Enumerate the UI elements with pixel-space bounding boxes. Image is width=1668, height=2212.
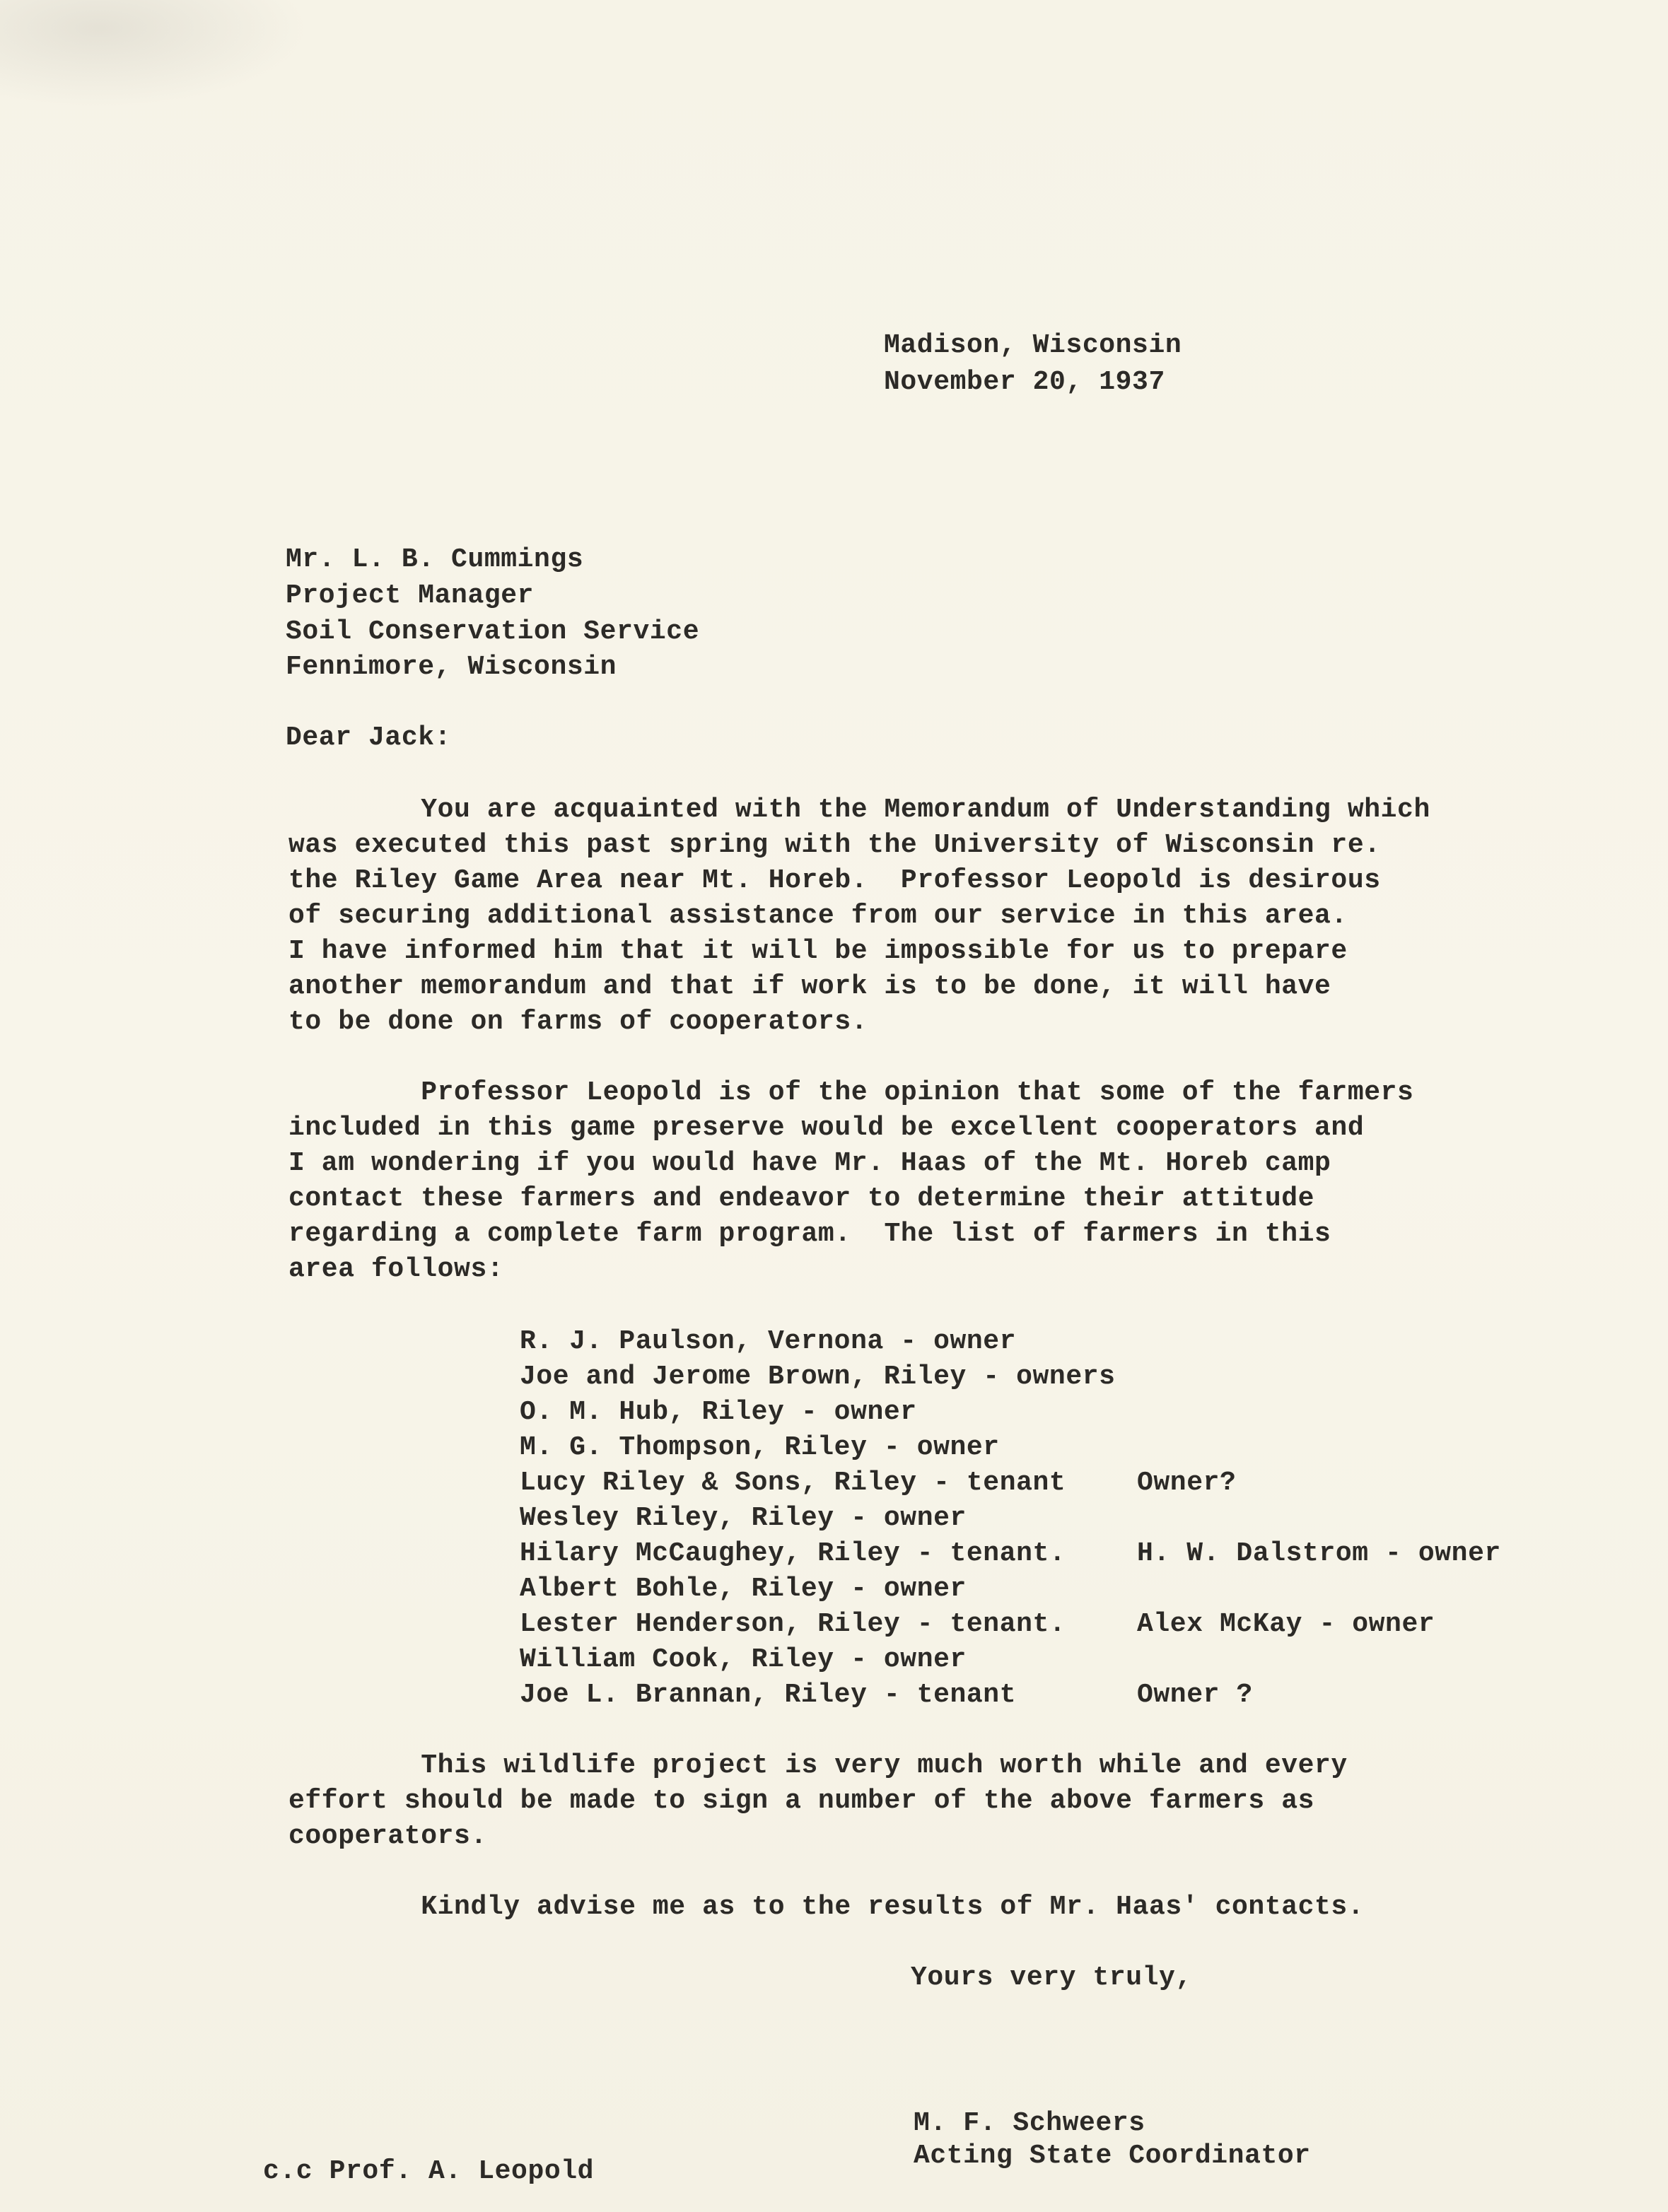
farmer-owner-note: Alex McKay - owner [1137, 1609, 1435, 1639]
para2-line: Professor Leopold is of the opinion that some of the farmers [288, 1077, 1414, 1108]
farmer-owner-note: Owner ? [1137, 1680, 1253, 1710]
para3-line: This wildlife project is very much worth while and every [288, 1750, 1348, 1781]
recipient-location: Fennimore, Wisconsin [286, 652, 617, 682]
farmer-entry: Lucy Riley & Sons, Riley - tenant [520, 1468, 1066, 1498]
para1-line: I have informed him that it will be impossible for us to prepare [288, 936, 1348, 966]
para3-line: effort should be made to sign a number of the above farmers as [288, 1786, 1315, 1816]
para2-line: included in this game preserve would be excellent cooperators and [288, 1113, 1365, 1143]
para1-line: to be done on farms of cooperators. [288, 1007, 868, 1037]
farmer-entry: Lester Henderson, Riley - tenant. [520, 1609, 1066, 1639]
para1-line: You are acquainted with the Memorandum of Understanding which [288, 795, 1430, 825]
farmer-owner-note: H. W. Dalstrom - owner [1137, 1538, 1501, 1569]
para2-line: I am wondering if you would have Mr. Haas of the Mt. Horeb camp [288, 1148, 1331, 1178]
farmer-entry: Wesley Riley, Riley - owner [520, 1503, 967, 1533]
farmer-entry: M. G. Thompson, Riley - owner [520, 1432, 1000, 1463]
farmer-entry: Albert Bohle, Riley - owner [520, 1574, 967, 1604]
farmer-entry: Joe and Jerome Brown, Riley - owners [520, 1362, 1116, 1392]
para2-line: regarding a complete farm program. The list of farmers in this [288, 1219, 1331, 1249]
farmer-owner-note: Owner? [1137, 1468, 1237, 1498]
recipient-org: Soil Conservation Service [286, 616, 700, 647]
para4-line: Kindly advise me as to the results of Mr. Haas' contacts. [288, 1892, 1365, 1922]
closing: Yours very truly, [911, 1962, 1192, 1993]
farmer-entry: O. M. Hub, Riley - owner [520, 1397, 917, 1427]
recipient-title: Project Manager [286, 580, 535, 611]
cc-line: c.c Prof. A. Leopold [263, 2156, 595, 2187]
signer-title: Acting State Coordinator [914, 2141, 1311, 2171]
farmer-entry: William Cook, Riley - owner [520, 1644, 967, 1675]
letter-place: Madison, Wisconsin [884, 330, 1182, 361]
para3-line: cooperators. [288, 1821, 487, 1851]
farmer-entry: Joe L. Brannan, Riley - tenant [520, 1680, 1017, 1710]
para1-line: another memorandum and that if work is to be done, it will have [288, 971, 1331, 1002]
letter-date: November 20, 1937 [884, 367, 1165, 397]
para2-line: area follows: [288, 1254, 504, 1285]
farmer-entry: R. J. Paulson, Vernona - owner [520, 1326, 1017, 1357]
para1-line: of securing additional assistance from our service in this area. [288, 901, 1348, 931]
para1-line: was executed this past spring with the University of Wisconsin re. [288, 830, 1381, 860]
recipient-name: Mr. L. B. Cummings [286, 544, 584, 575]
signer-name: M. F. Schweers [914, 2108, 1145, 2138]
para2-line: contact these farmers and endeavor to determine their attitude [288, 1183, 1315, 1214]
salutation: Dear Jack: [286, 722, 452, 753]
para1-line: the Riley Game Area near Mt. Horeb. Professor Leopold is desirous [288, 865, 1381, 896]
farmer-entry: Hilary McCaughey, Riley - tenant. [520, 1538, 1066, 1569]
